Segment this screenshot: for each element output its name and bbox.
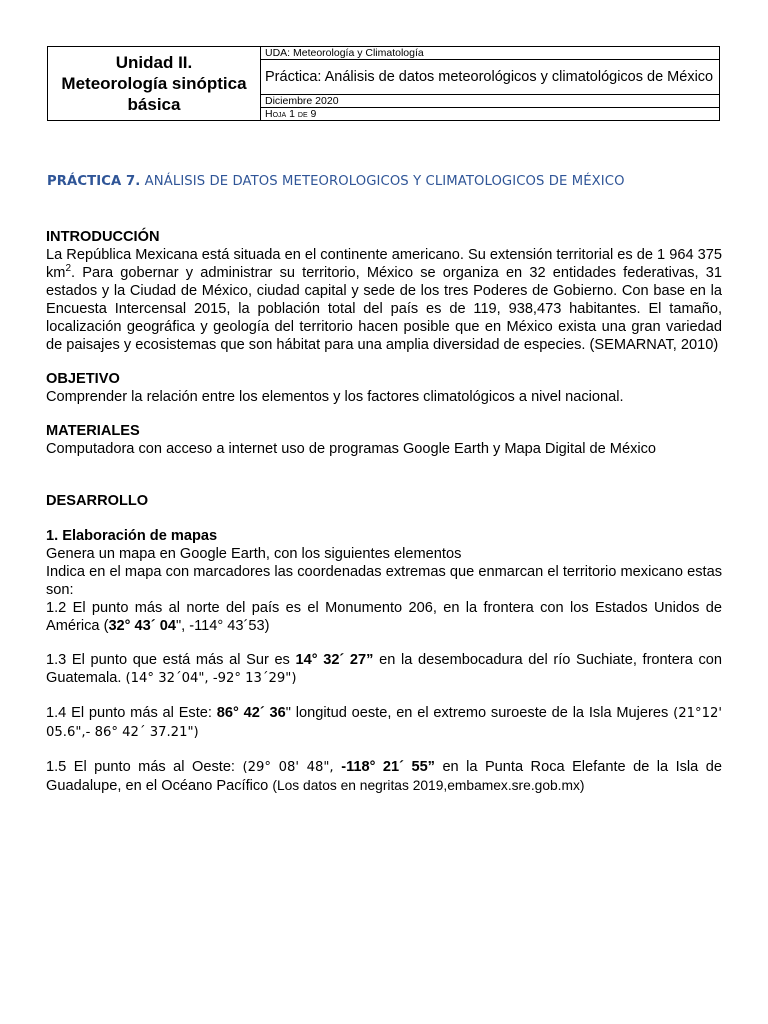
- mapas-line-2: Indica en el mapa con marcadores las coordenadas extremas que enmarcan el territorio mexicano estas son:: [46, 564, 722, 598]
- page-of: de: [297, 108, 308, 120]
- p13-text-c: (14° 32´04", -92° 13´29"): [125, 671, 297, 686]
- point-west: [46, 758, 722, 795]
- p14-text-c: (21°12' 05.6",- 86° 42´ 37.21"): [46, 706, 722, 740]
- p15-text-b: (29° 08' 48",: [242, 760, 342, 775]
- title-bold: PRÁCTICA 7.: [47, 174, 141, 189]
- desarrollo-heading: DESARROLLO: [46, 493, 149, 509]
- point-south: [46, 651, 722, 688]
- intro-heading: INTRODUCCIÓN: [46, 229, 160, 245]
- unit-line-1: Unidad II.: [115, 53, 193, 72]
- p14-text-b: " longitud oeste, en el extremo suroeste de la Isla Mujeres: [285, 705, 674, 721]
- p13-text-a: 1.3 El punto que está más al Sur es: [46, 652, 296, 668]
- main-content: [46, 228, 722, 795]
- unit-line-3: básica: [127, 95, 181, 114]
- mapas-line-1: Genera un mapa en Google Earth, con los siguientes elementos: [46, 546, 462, 562]
- p14-text-a: 1.4 El punto más al Este:: [46, 705, 217, 721]
- objetivo-text: Comprender la relación entre los elementos y los factores climatológicos a nivel nacional.: [46, 389, 624, 405]
- p15-text-c: en la Punta Roca Elefante de la Isla de Guadalupe, en el Océano Pacífico: [46, 759, 722, 794]
- page-total: 9: [310, 108, 317, 120]
- point-north: [46, 599, 722, 635]
- p12-text-a: 1.2 El punto más al norte del país es el Monumento 206, en la frontera con los Estados Unidos de América (: [46, 600, 722, 634]
- mapas-subheading: 1. Elaboración de mapas: [46, 528, 218, 544]
- intro-text-a: La República Mexicana está situada en el continente americano. Su extensión territorial es de 1 964 375 km: [46, 247, 722, 281]
- intro-paragraph: [46, 246, 722, 354]
- materiales-text: Computadora con acceso a internet uso de programas Google Earth y Mapa Digital de México: [46, 441, 657, 457]
- unit-title: [48, 47, 261, 121]
- document-title: [47, 174, 625, 189]
- intro-text-b: . Para gobernar y administrar su territorio, México se organiza en 32 entidades federativas, 31 estados y la Ciudad de México, ciudad capital y sede de los tres Poderes de Gobierno. Con base en la Encuesta Intercensal 2015, la población total del país es de 119, 938,473 habitantes. El tamaño, localización geográfica y geología del territorio hacen posible que en México exista una gran variedad de paisajes y ecosistemas que son hábitat para una amplia diversidad de especies. (SEMARNAT, 2010): [46, 265, 722, 353]
- materiales-heading: MATERIALES: [46, 423, 140, 439]
- objetivo-heading: OBJETIVO: [46, 371, 120, 387]
- p13-bold: 14° 32´ 27”: [295, 652, 374, 668]
- p14-bold: 86° 42´ 36: [216, 705, 286, 721]
- uda-label: UDA: Meteorología y Climatología: [261, 47, 720, 60]
- p15-text-a: 1.5 El punto más al Oeste:: [46, 759, 243, 775]
- p15-bold: -118° 21´ 55”: [341, 759, 435, 775]
- unit-line-2: Meteorología sinóptica: [61, 74, 247, 93]
- p13-text-b: en la desembocadura del río Suchiate, frontera con Guatemala.: [46, 652, 722, 686]
- p12-bold: 32° 43´ 04: [108, 618, 176, 634]
- page-number: 1: [289, 108, 295, 120]
- date-label: Diciembre 2020: [261, 95, 720, 108]
- header-table: [47, 46, 720, 121]
- point-east: [46, 704, 722, 742]
- p15-text-d: (Los datos en negritas 2019,embamex.sre.gob.mx): [272, 778, 585, 793]
- page-prefix: Hoja: [265, 108, 287, 120]
- practica-label: Práctica: Análisis de datos meteorológicos y climatológicos de México: [261, 60, 720, 95]
- title-rest: ANÁLISIS DE DATOS METEOROLOGICOS Y CLIMATOLOGICOS DE MÉXICO: [140, 174, 625, 189]
- intro-sup: 2: [65, 263, 72, 275]
- page-indicator: [261, 108, 720, 121]
- p12-text-b: ", -114° 43´53): [175, 618, 270, 634]
